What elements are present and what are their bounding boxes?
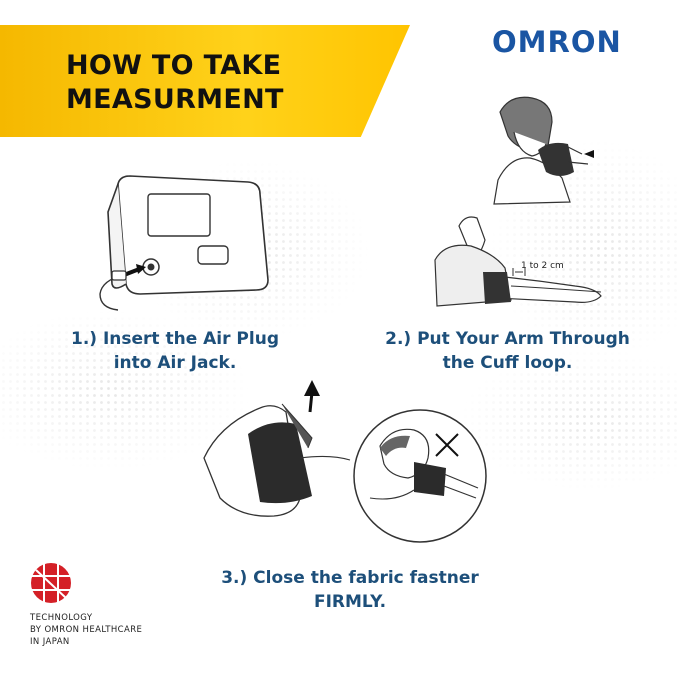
page-title: HOW TO TAKE MEASURMENT [66,50,284,115]
omron-logo: OMRON [492,25,622,59]
omron-healthcare-technology-icon [30,562,72,604]
cuff-gap-label: 1 to 2 cm [521,261,564,271]
step-3-instruction: 3.) Close the fabric fastner FIRMLY. [221,568,479,612]
monitor-air-plug-illustration [88,172,283,317]
fastener-close-illustration [200,378,500,558]
technology-credit: TECHNOLOGY BY OMRON HEALTHCARE IN JAPAN [30,613,143,647]
step-1-instruction: 1.) Insert the Air Plug into Air Jack. [70,329,279,373]
arm-cuff-position-illustration [425,210,620,320]
step-2-instruction: 2.) Put Your Arm Through the Cuff loop. [385,329,630,373]
cuff-loop-illustration [470,92,610,212]
